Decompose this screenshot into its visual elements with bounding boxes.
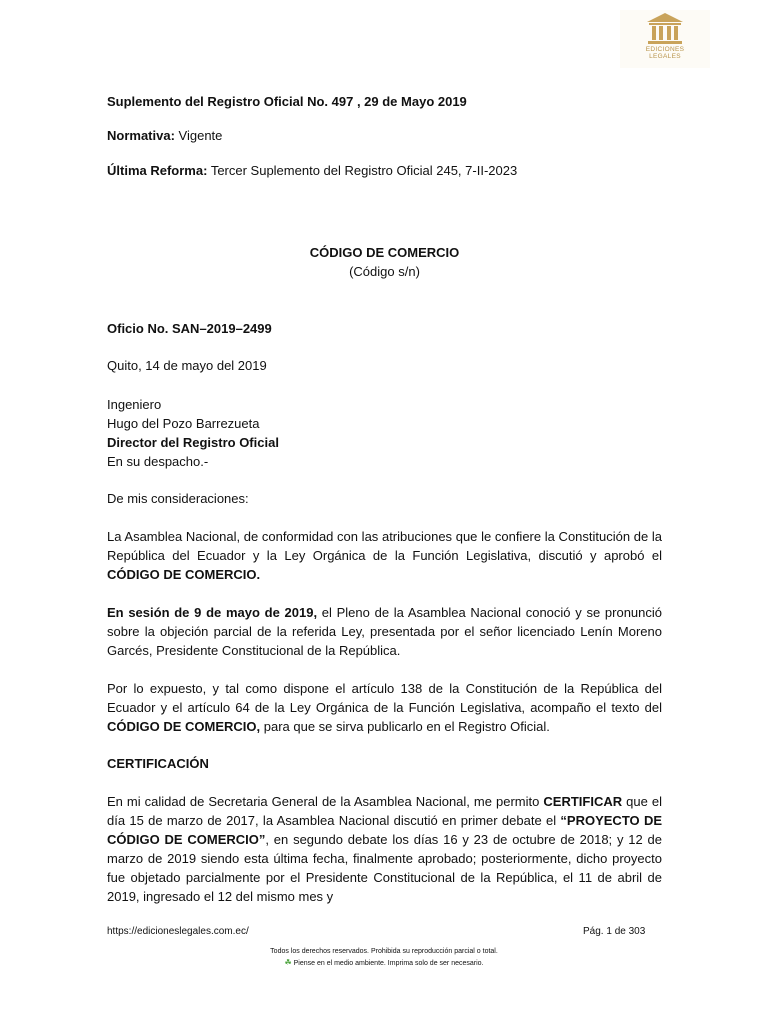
paragraph-4: En mi calidad de Secretaria General de la Asamblea Nacional, me permito CERTIFICAR que el día 15 de marzo de 2017, la Asamblea Nacional discutió en primer debate el “PROYECTO DE CÓDIGO DE COMERCIO”, en segundo debate los días 16 y 23 de octubre de 2018; y 12 de marzo de 2019 siendo esta última fecha, finalmente aprobado; posteriormente, dicho proyecto fue objetado parcialmente por el Presidente Constitucional de la República, el 11 de abril de 2019, ingresado el 12 del mismo mes y	[107, 794, 663, 904]
certification-heading: CERTIFICACIÓN	[107, 756, 209, 771]
normativa-value: Vigente	[178, 128, 223, 143]
rights-notice: Todos los derechos reservados. Prohibida su reproducción parcial o total.	[270, 948, 498, 955]
document-title: CÓDIGO DE COMERCIO	[309, 245, 460, 260]
leaf-icon: ☘	[284, 958, 292, 967]
logo-text-line2: LEGALES	[649, 53, 681, 60]
paragraph-1: La Asamblea Nacional, de conformidad con las atribuciones que le confiere la Constitución de la República del Ecuador y la Ley Orgánica de la Función Legislativa, discutió y aprobó el CÓDIGO DE COMERCIO.	[107, 529, 662, 582]
paragraph-3: Por lo expuesto, y tal como dispone el artículo 138 de la Constitución de la República del Ecuador y el artículo 64 de la Ley Orgánica de la Función Legislativa, acompaño el texto del CÓDIGO DE COMERCIO, para que se sirva publicarlo en el Registro Oficial.	[107, 681, 662, 734]
normativa-label: Normativa:	[107, 128, 175, 143]
ultima-reforma-line	[107, 161, 517, 180]
place-date: Quito, 14 de mayo del 2019	[107, 358, 267, 373]
supplement-heading: Suplemento del Registro Oficial No. 497 , 29 de Mayo 2019	[107, 94, 467, 109]
reforma-value: Tercer Suplemento del Registro Oficial 245, 7-II-2023	[210, 163, 518, 178]
footer-url-link[interactable]: https://edicioneslegales.com.ec/	[107, 926, 249, 937]
ediciones-legales-logo	[620, 10, 710, 68]
columns-building-icon	[645, 12, 685, 46]
recipient-location: En su despacho.-	[107, 454, 209, 469]
page-number: Pág. 1 de 303	[583, 926, 646, 937]
environment-notice	[0, 958, 768, 969]
reforma-label: Última Reforma:	[107, 163, 208, 178]
paragraph-2: En sesión de 9 de mayo de 2019, el Pleno de la Asamblea Nacional conoció y se pronunció sobre la objeción parcial de la referida Ley, presentada por el señor licenciado Lenín Moreno Garcés, Presidente Constitucional de la República.	[107, 605, 663, 658]
oficio-number: Oficio No. SAN–2019–2499	[107, 321, 272, 336]
document-subtitle: (Código s/n)	[349, 264, 420, 279]
recipient-title: Ingeniero	[107, 397, 162, 412]
environment-text: Piense en el medio ambiente. Imprima solo de ser necesario.	[293, 960, 484, 967]
recipient-position: Director del Registro Oficial	[107, 435, 279, 450]
normativa-line	[107, 126, 222, 145]
recipient-name: Hugo del Pozo Barrezueta	[107, 416, 260, 431]
logo-text-line1: EDICIONES	[645, 46, 685, 53]
greeting: De mis consideraciones:	[107, 491, 249, 506]
